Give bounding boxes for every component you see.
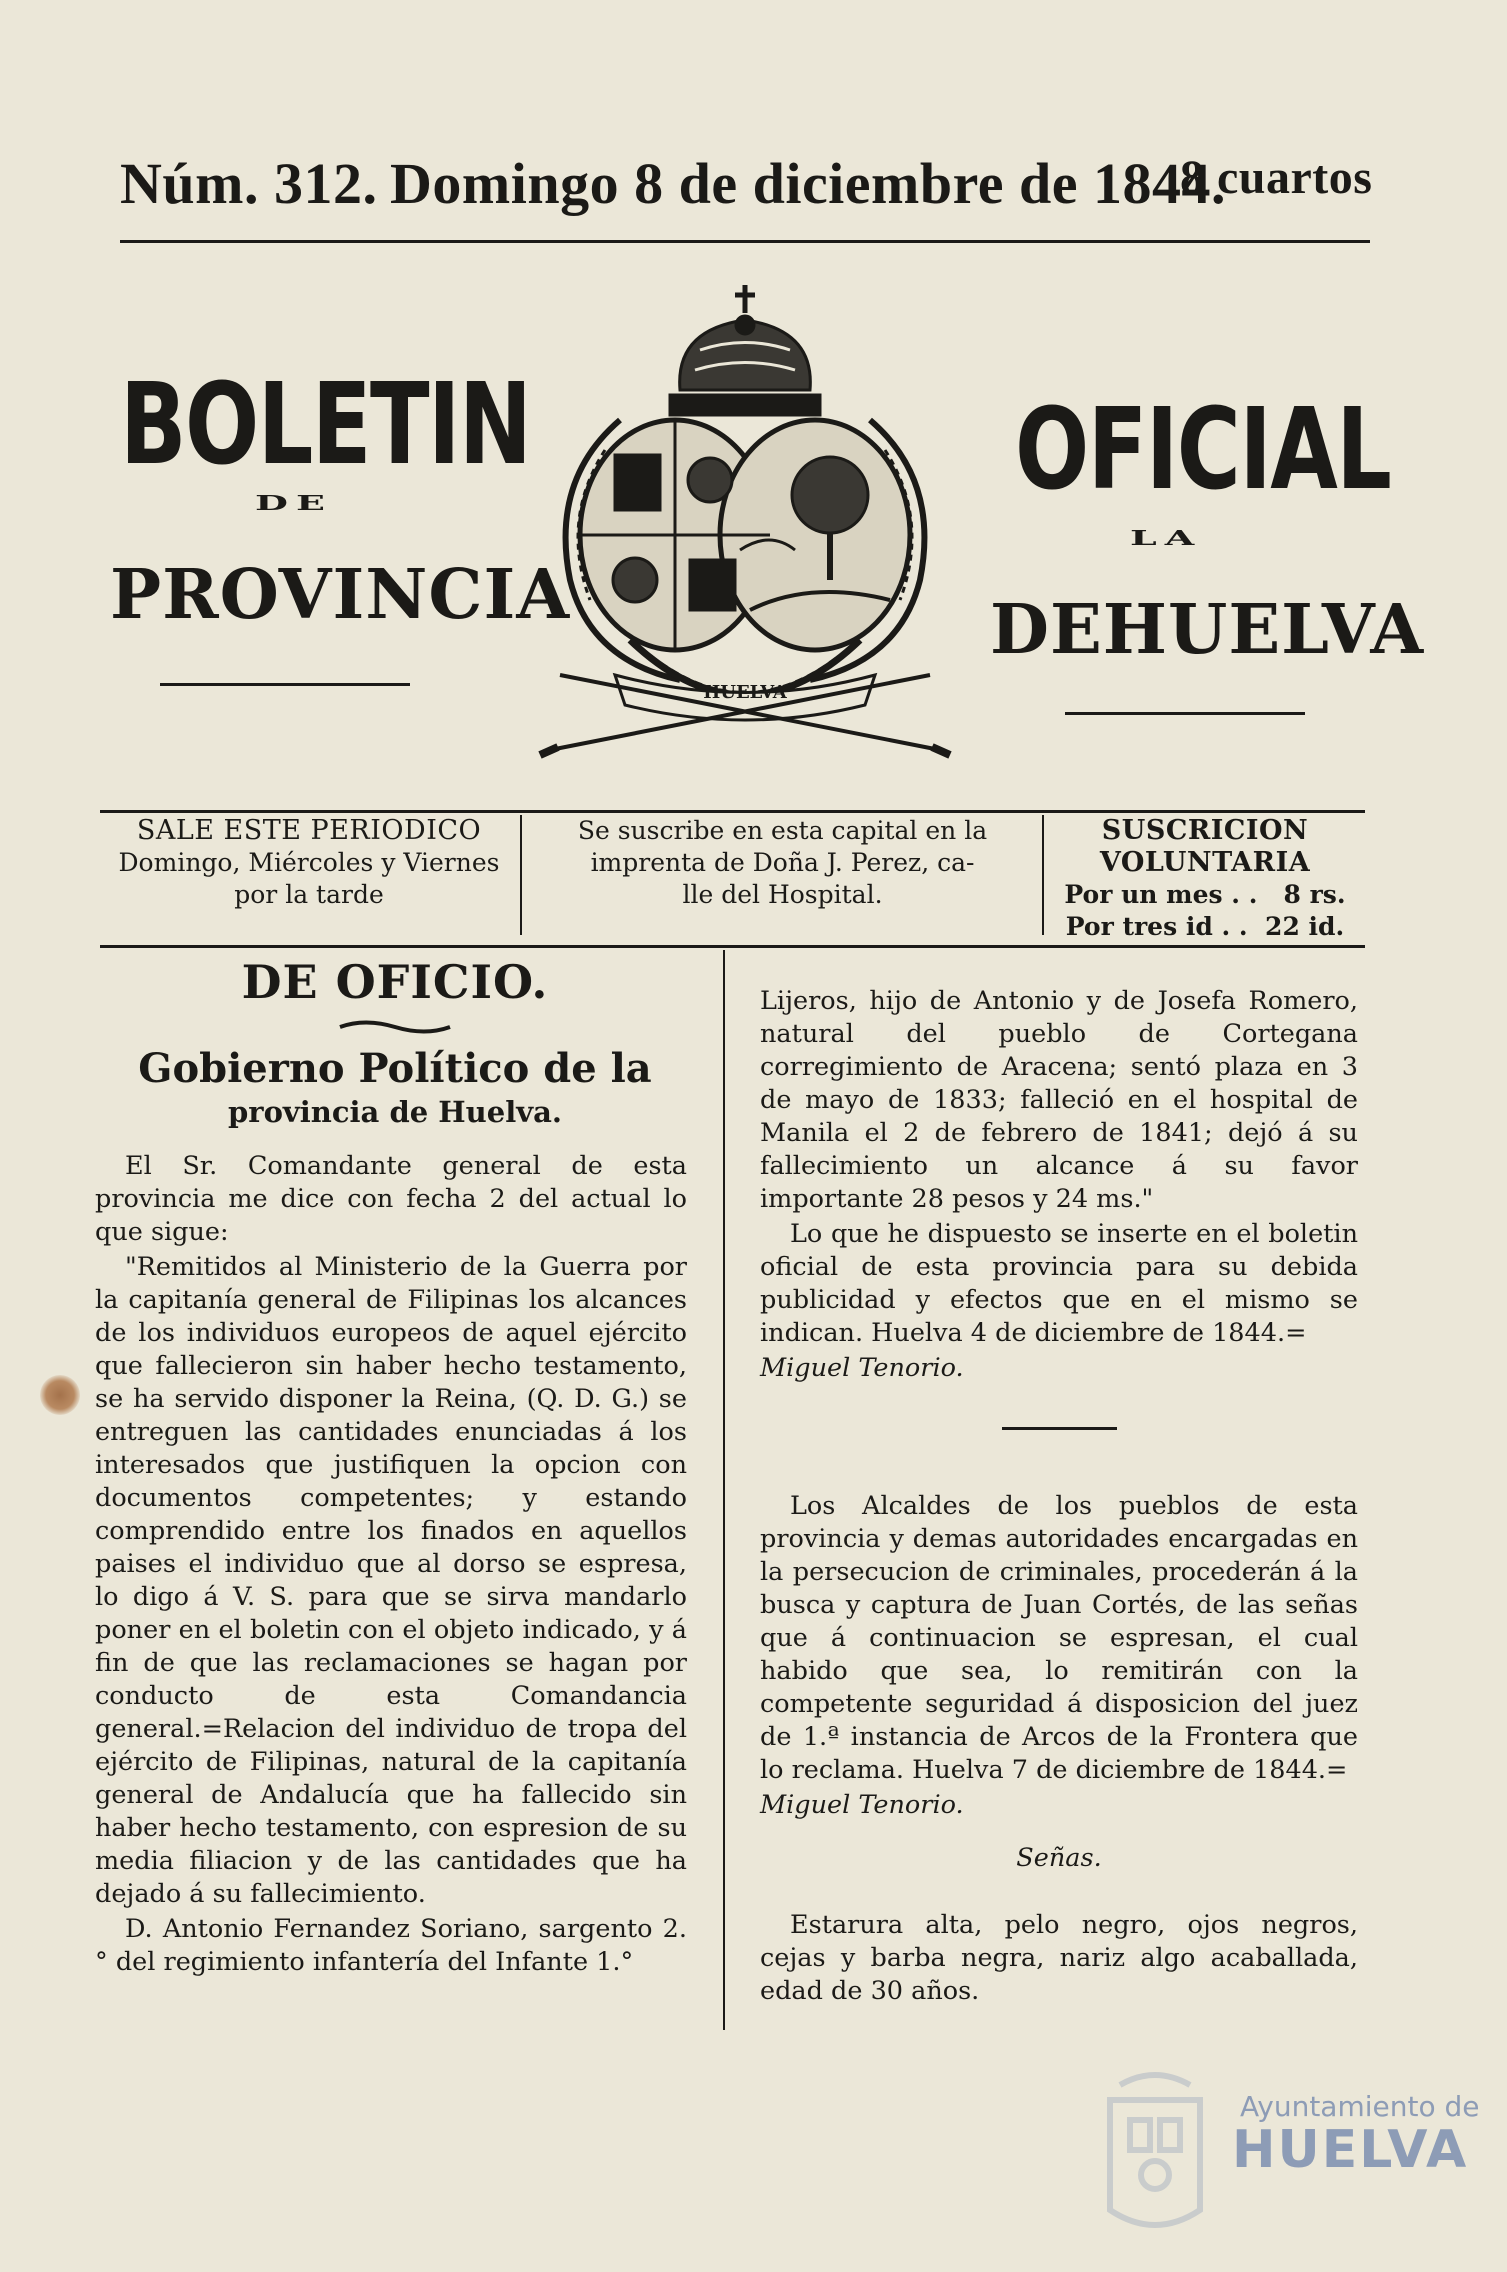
title-dehuelva: DEHUELVA	[990, 590, 1425, 670]
place-line: Se suscribe en esta capital en la	[577, 816, 988, 845]
price-three-months: Por tres id . . 22 id.	[1065, 912, 1345, 941]
issue-price: 8 cuartos	[1180, 151, 1373, 204]
paragraph: Estarura alta, pelo negro, ojos negros, cejas y barba negra, nariz algo acaballada, edad de 30 años.	[760, 1910, 1358, 2006]
paragraph: El Sr. Comandante general de esta provincia me dice con fecha 2 del actual lo que sigue:	[95, 1151, 687, 1247]
title-left-rule	[160, 683, 410, 686]
section-heading: DE OFICIO.	[241, 955, 549, 1009]
column-divider	[723, 950, 725, 2030]
paragraph: D. Antonio Fernandez Soriano, sargento 2.° del regimiento infantería del Infante 1.°	[95, 1914, 687, 1977]
section-subheading: Gobierno Político de la	[138, 1045, 652, 1092]
schedule-time: por la tarde	[234, 880, 384, 909]
info-bottom-rule	[100, 945, 1365, 948]
left-column	[95, 1150, 687, 1981]
schedule-days: Domingo, Miércoles y Viernes	[118, 848, 500, 877]
schedule-heading: SALE ESTE PERIODICO	[136, 815, 482, 846]
price-heading: SUSCRICION VOLUNTARIA	[1099, 815, 1311, 878]
place-line: imprenta de Doña J. Perez, ca-	[590, 848, 975, 877]
info-divider	[1042, 815, 1044, 935]
section-subheading-province: provincia de Huelva.	[228, 1095, 562, 1129]
info-bar	[100, 815, 1365, 945]
title-right-rule	[1065, 712, 1305, 715]
signature: Miguel Tenorio.	[760, 1353, 964, 1383]
watermark-huelva: HUELVA	[1232, 2120, 1469, 2180]
separator-rule	[1002, 1427, 1117, 1430]
senas-heading: Señas.	[1016, 1843, 1102, 1873]
spacer	[760, 1387, 1358, 1427]
info-divider	[520, 815, 522, 935]
title-provincia: PROVINCIA	[110, 555, 571, 635]
coat-of-arms-emblem	[510, 280, 980, 795]
masthead-rule	[120, 240, 1370, 243]
title-la: LA	[1130, 525, 1203, 550]
subscription-price	[1045, 815, 1365, 943]
title-boletin: BOLETIN	[120, 360, 531, 490]
paragraph: Lo que he dispuesto se inserte en el boletin oficial de esta provincia para su debida publicidad y efectos que en el mismo se indican. Huelva 4 de diciembre de 1844.=	[760, 1219, 1358, 1348]
right-column	[760, 985, 1358, 2010]
publication-schedule	[100, 815, 518, 911]
paragraph: Lijeros, hijo de Antonio y de Josefa Romero, natural del pueblo de Cortegana corregimiento de Aracena; sentó plaza en 3 de mayo de 1833; falleció en el hospital de Manila el 2 de febrero de 1841; dejó á su fallecimiento un alcance á su favor importante 28 pesos y 24 ms."	[760, 986, 1358, 1214]
price-month: Por un mes . . 8 rs.	[1064, 880, 1346, 909]
place-line: lle del Hospital.	[682, 880, 883, 909]
title-oficial: OFICIAL	[1015, 385, 1391, 515]
masthead	[120, 150, 1373, 230]
coat-of-arms-ribbon: HUELVA	[703, 682, 787, 703]
issue-number: Núm. 312.	[120, 151, 378, 216]
watermark-ayuntamiento: Ayuntamiento de	[1240, 2090, 1480, 2123]
subscription-place	[525, 815, 1040, 911]
issue-date: Domingo 8 de diciembre de 1844.	[390, 151, 1227, 216]
paragraph: "Remitidos al Ministerio de la Guerra por la capitanía general de Filipinas los alcances de los individuos europeos de aquel ejército que fallecieron sin haber hecho testamento, se ha servido disponer la Reina, (Q. D. G.) se entreguen las cantidades enunciadas á los interesados que justifiquen la opcion con documentos competentes; y estando comprendido entre los finados en aquellos paises el individuo que al dorso se espresa, lo digo á V. S. para que se sirva mandarlo poner en el boletin con el objeto indicado, y á fin de que las reclamaciones se hagan por conducto de esta Comandancia general.=Relacion del individuo de tropa del ejército de Filipinas, natural de la capitanía general de Andalucía que ha fallecido sin haber hecho testamento, con espresion de su media filiacion y de las cantidades que ha dejado á su fallecimiento.	[95, 1252, 687, 1909]
paragraph: Los Alcaldes de los pueblos de esta provincia y demas autoridades encargadas en la persecucion de criminales, procederán á la busca y captura de Juan Cortés, de las señas que á continuacion se espresan, el cual habido que sea, lo remitirán con la competente seguridad á disposicion del juez de 1.ª instancia de Arcos de la Frontera que lo reclama. Huelva 7 de diciembre de 1844.=	[760, 1491, 1358, 1785]
title-de: DE	[255, 490, 333, 515]
paper-stain	[40, 1375, 80, 1415]
info-top-rule	[100, 810, 1365, 813]
signature: Miguel Tenorio.	[760, 1790, 964, 1820]
ornament-divider	[335, 1018, 455, 1036]
